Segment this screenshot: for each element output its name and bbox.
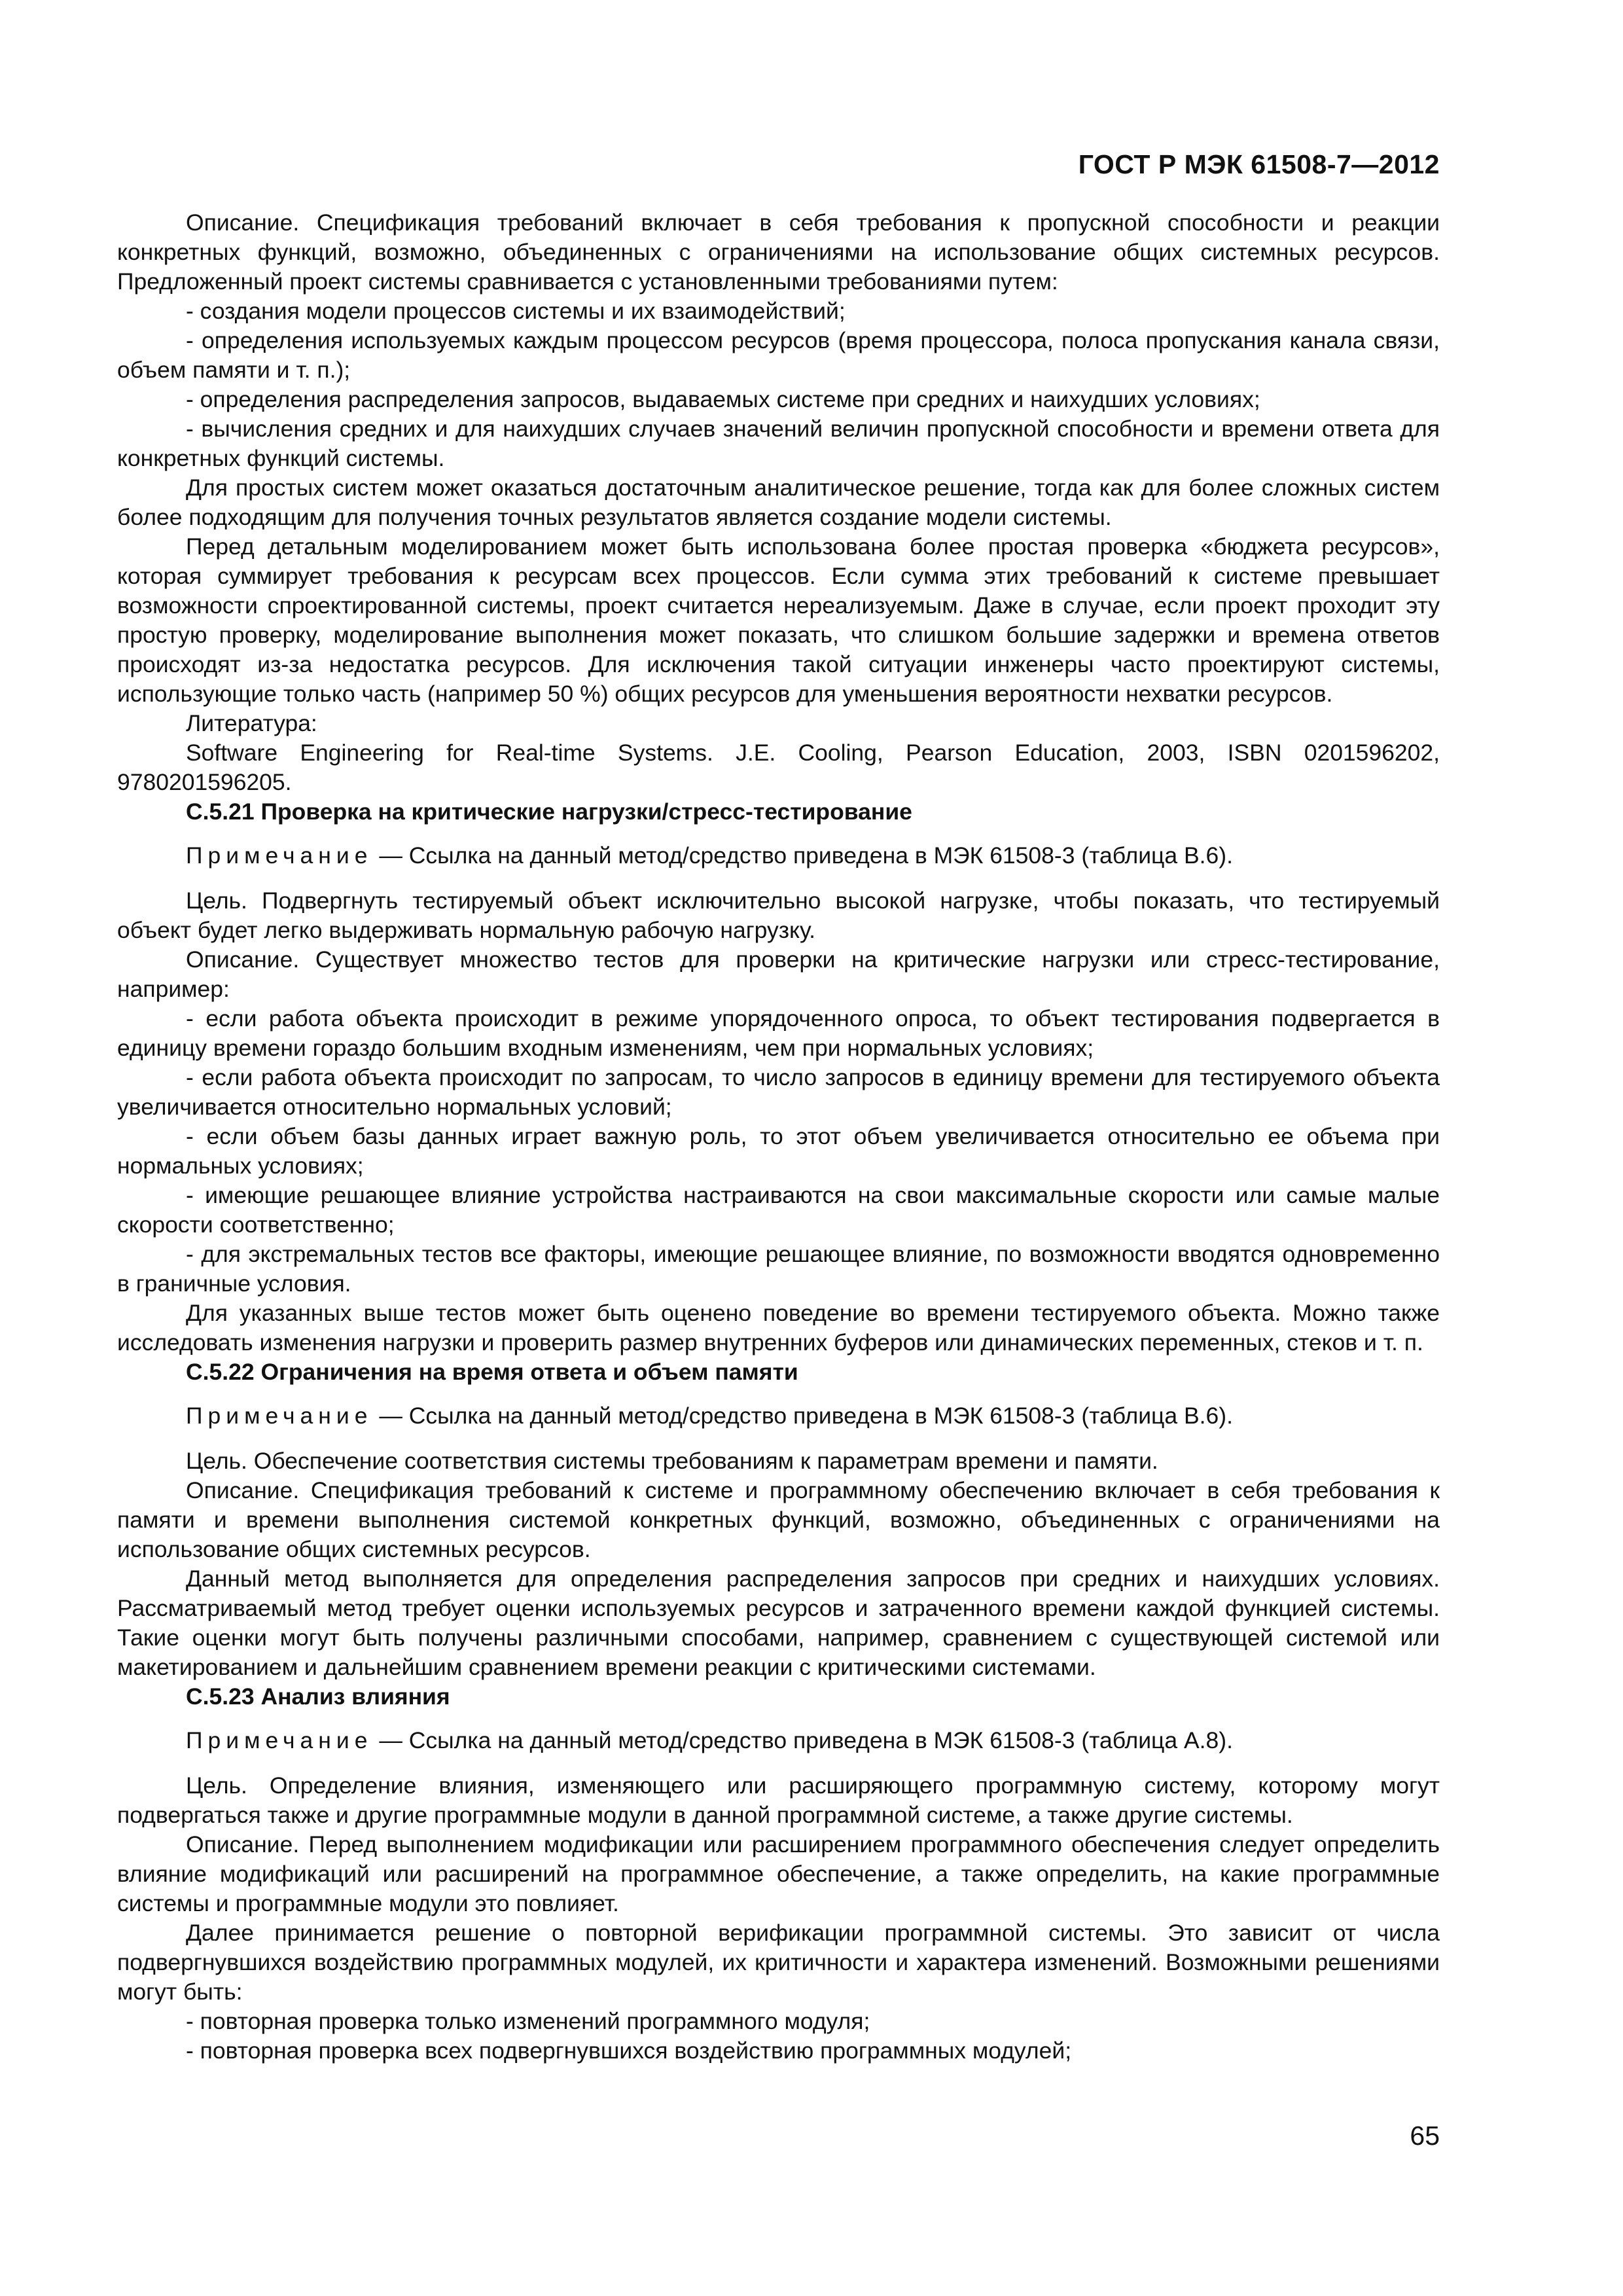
list-item: - если объем базы данных играет важную роль, то этот объем увеличивается относительно ее объема при нормальных условиях; <box>117 1123 1440 1179</box>
paragraph: Software Engineering for Real-time Systems. J.E. Cooling, Pearson Education, 2003, ISBN 0201596202, 9780201596205. <box>117 740 1440 795</box>
page-number: 65 <box>1410 2121 1440 2151</box>
paragraph: Данный метод выполняется для определения распределения запросов при средних и наихудших условиях. Рассматриваемый метод требует оценки используемых ресурсов и затраченного времени каждой функцией системы. Такие оценки могут быть получены различными способами, например, сравнением с существующей системой или макетированием и дальнейшим сравнением времени реакции с критическими системами. <box>117 1566 1440 1680</box>
note <box>117 1401 1440 1431</box>
paragraph: Описание. Спецификация требований к системе и программному обеспечению включает в себя требования к памяти и времени выполнения системой конкретных функций, возможно, объединенных с ограничениями на использование общих системных ресурсов. <box>117 1477 1440 1562</box>
paragraph: Цель. Обеспечение соответствия системы требованиям к параметрам времени и памяти. <box>186 1448 1158 1474</box>
list-item: - создания модели процессов системы и их взаимодействий; <box>186 298 846 324</box>
list-item: - определения используемых каждым процессом ресурсов (время процессора, полоса пропускания канала связи, объем памяти и т. п.); <box>117 327 1440 383</box>
note-text: — Ссылка на данный метод/средство приведена в МЭК 61508-3 (таблица B.6). <box>372 1403 1233 1429</box>
note <box>117 841 1440 870</box>
list-item: - если работа объекта происходит в режиме упорядоченного опроса, то объект тестирования подвергается в единицу времени гораздо большим входным изменениям, чем при нормальных условиях; <box>117 1005 1440 1061</box>
list-item: - для экстремальных тестов все факторы, имеющие решающее влияние, по возможности вводятся одновременно в граничные условия. <box>117 1241 1440 1297</box>
paragraph: Литература: <box>186 710 317 736</box>
paragraph: Описание. Перед выполнением модификации или расширением программного обеспечения следует определить влияние модификаций или расширений на программное обеспечение, а также определить, на какие программные системы и программные модули это повлияет. <box>117 1831 1440 1916</box>
section-heading: C.5.22 Ограничения на время ответа и объем памяти <box>186 1359 798 1385</box>
paragraph: Описание. Существует множество тестов для проверки на критические нагрузки или стресс-тестирование, например: <box>117 946 1440 1002</box>
note <box>117 1726 1440 1755</box>
list-item: - если работа объекта происходит по запросам, то число запросов в единицу времени для тестируемого объекта увеличивается относительно нормальных условий; <box>117 1064 1440 1120</box>
list-item: - имеющие решающее влияние устройства настраиваются на свои максимальные скорости или самые малые скорости соответственно; <box>117 1182 1440 1238</box>
paragraph: Описание. Спецификация требований включает в себя требования к пропускной способности и реакции конкретных функций, возможно, объединенных с ограничениями на использование общих системных ресурсов. Предложенный проект системы сравнивается с установленными требованиями путем: <box>117 209 1440 295</box>
list-item: - определения распределения запросов, выдаваемых системе при средних и наихудших условиях; <box>186 386 1260 412</box>
paragraph: Цель. Подвергнуть тестируемый объект исключительно высокой нагрузке, чтобы показать, что тестируемый объект будет легко выдерживать нормальную рабочую нагрузку. <box>117 888 1440 943</box>
note-label: Примечание <box>186 842 373 869</box>
list-item: - повторная проверка всех подвергнувшихся воздействию программных модулей; <box>186 2037 1072 2064</box>
paragraph: Далее принимается решение о повторной верификации программной системы. Это зависит от числа подвергнувшихся воздействию программных модулей, их критичности и характера изменений. Возможными решениями могут быть: <box>117 1920 1440 2005</box>
paragraph: Для простых систем может оказаться достаточным аналитическое решение, тогда как для более сложных систем более подходящим для получения точных результатов является создание модели системы. <box>117 475 1440 530</box>
note-label: Примечание <box>186 1727 373 1753</box>
paragraph: Перед детальным моделированием может быть использована более простая проверка «бюджета ресурсов», которая суммирует требования к ресурсам всех процессов. Если сумма этих требований к системе превышает возможности спроектированной системы, проект считается нереализуемым. Даже в случае, если проект проходит эту простую проверку, моделирование выполнения может показать, что слишком большие задержки и времена ответов происходят из-за недостатка ресурсов. Для исключения такой ситуации инженеры часто проектируют системы, использующие только часть (например 50 %) общих ресурсов для уменьшения вероятности нехватки ресурсов. <box>117 533 1440 707</box>
paragraph: Цель. Определение влияния, изменяющего или расширяющего программную систему, которому могут подвергаться также и другие программные модули в данной программной системе, а также другие системы. <box>117 1772 1440 1828</box>
section-heading: C.5.21 Проверка на критические нагрузки/стресс-тестирование <box>186 798 912 825</box>
list-item: - вычисления средних и для наихудших случаев значений величин пропускной способности и времени ответа для конкретных функций системы. <box>117 416 1440 471</box>
note-text: — Ссылка на данный метод/средство приведена в МЭК 61508-3 (таблица A.8). <box>372 1727 1233 1753</box>
paragraph: Для указанных выше тестов может быть оценено поведение во времени тестируемого объекта. Можно также исследовать изменения нагрузки и проверить размер внутренних буферов или динамических переменных, стеков и т. п. <box>117 1300 1440 1355</box>
document-body <box>117 208 1440 2066</box>
note-label: Примечание <box>186 1403 373 1429</box>
list-item: - повторная проверка только изменений программного модуля; <box>186 2008 870 2034</box>
note-text: — Ссылка на данный метод/средство приведена в МЭК 61508-3 (таблица B.6). <box>372 842 1233 869</box>
document-header: ГОСТ Р МЭК 61508-7—2012 <box>1078 149 1440 179</box>
section-heading: C.5.23 Анализ влияния <box>186 1683 450 1710</box>
